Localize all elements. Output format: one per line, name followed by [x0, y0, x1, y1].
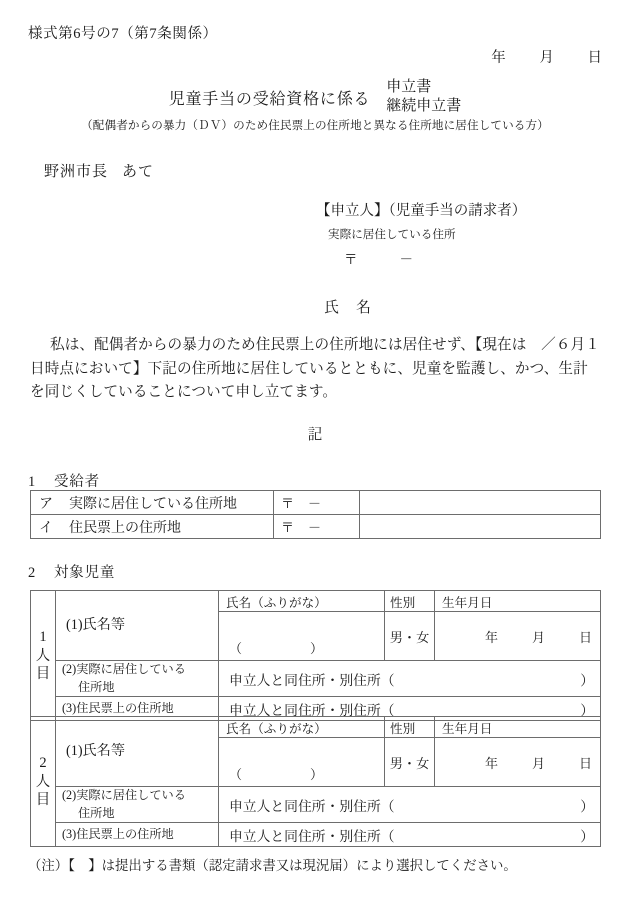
recipient-marker-b: イ [39, 520, 53, 536]
child-2-field3-label: (3)住民票上の住所地 [56, 823, 219, 847]
address-choice-label: 申立人と同住所・別住所（ [229, 798, 395, 814]
ordinal-char-me: 目 [35, 791, 51, 808]
field2-line2: 住所地 [78, 679, 115, 694]
recipient-marker-a: ア [39, 496, 53, 512]
child-1-name-input[interactable] [219, 612, 385, 661]
section2-label: 対象児童 [54, 565, 116, 581]
section2-heading [28, 561, 115, 582]
date-day-label: 日 [587, 50, 602, 66]
paren-open: （ [229, 641, 243, 656]
paren-close: ） [310, 767, 324, 782]
column-header-sex: 性別 [385, 717, 435, 738]
column-header-dob: 生年月日 [435, 591, 601, 612]
column-header-name: 氏名（ふりがな） [219, 591, 385, 612]
addressee [44, 160, 154, 181]
child-1-actual-address-input[interactable] [219, 661, 601, 697]
document-subtitle: （配偶者からの暴力（ＤＶ）のため住民票上の住所地と異なる住所地に居住している方） [81, 119, 549, 132]
section1-label: 受給者 [54, 474, 100, 490]
title-option-moushitatesho: 申立書 [386, 79, 432, 95]
date-month-label: 月 [539, 50, 554, 66]
recipient-address-input-a[interactable] [360, 491, 601, 515]
ordinal-digit: 2 [39, 755, 47, 772]
ordinal-char-nin: 人 [35, 773, 51, 790]
child-1-ordinal [31, 591, 56, 721]
recipient-postal-a[interactable] [274, 491, 360, 515]
recipient-table [30, 490, 601, 539]
table-row [31, 787, 601, 823]
page-title: 児童手当の受給資格に係る [168, 90, 371, 108]
child-2-furigana-paren [229, 764, 323, 783]
dob-month-unit: 月 [531, 629, 545, 645]
date-entry-line [491, 46, 602, 67]
section1-number: 1 [28, 474, 37, 490]
field2-line1: (2)実際に居住している [62, 788, 186, 802]
child-2-sex-choice[interactable]: 男・女 [385, 738, 435, 787]
ordinal-char-me: 目 [35, 665, 51, 682]
document-title [0, 78, 630, 116]
postal-mark-icon: 〒 [281, 496, 295, 511]
addressee-office: 野洲市長 [44, 164, 109, 180]
postal-dash: － [308, 520, 322, 535]
paren-close: ） [580, 672, 594, 688]
ki-mark: 記 [307, 427, 323, 443]
postal-mark-icon: 〒 [281, 520, 295, 535]
section1-heading [28, 470, 100, 491]
child-2-field2-label [56, 787, 219, 823]
field2-line1: (2)実際に居住している [62, 662, 186, 676]
table-row [31, 515, 601, 539]
address-choice-label: 申立人と同住所・別住所（ [229, 672, 395, 688]
child-2-dob-input[interactable] [435, 738, 601, 787]
child-table-2 [30, 716, 601, 847]
child-1-field1-label: (1)氏名等 [56, 591, 219, 661]
recipient-postal-b[interactable] [274, 515, 360, 539]
applicant-address-label: 実際に居住している住所 [328, 228, 456, 241]
dob-day-unit: 日 [578, 755, 592, 771]
section2-number: 2 [28, 565, 37, 581]
title-option-stack [386, 78, 461, 116]
recipient-row-label-b [31, 515, 274, 539]
child-1-furigana-paren [229, 638, 323, 657]
applicant-block [316, 199, 616, 317]
addressee-suffix: あて [122, 164, 155, 180]
recipient-label-b: 住民票上の住所地 [69, 520, 181, 536]
title-option-keizoku-moushitatesho: 継続申立書 [386, 98, 462, 115]
ordinal-digit: 1 [39, 629, 47, 646]
statement-paragraph [30, 334, 602, 405]
paren-close: ） [580, 702, 594, 718]
column-header-dob: 生年月日 [435, 717, 601, 738]
dob-year-unit: 年 [484, 755, 498, 771]
child-2-field1-label: (1)氏名等 [56, 717, 219, 787]
child-2-registered-address-input[interactable] [219, 823, 601, 847]
postal-mark-icon: 〒 [344, 252, 358, 267]
applicant-name-label: 氏 名 [324, 300, 373, 316]
ordinal-char-nin: 人 [35, 647, 51, 664]
recipient-label-a: 実際に居住している住所地 [69, 496, 237, 512]
postal-dash: － [308, 496, 322, 511]
address-choice-label: 申立人と同住所・別住所（ [229, 702, 395, 718]
recipient-row-label-a [31, 491, 274, 515]
child-1-field2-label [56, 661, 219, 697]
date-year-label: 年 [491, 50, 506, 66]
form-code: 様式第6号の7（第7条関係） [28, 26, 218, 42]
table-row [31, 591, 601, 612]
address-choice-label: 申立人と同住所・別住所（ [229, 828, 395, 844]
table-row [31, 823, 601, 847]
postal-dash: － [399, 252, 413, 267]
recipient-address-input-b[interactable] [360, 515, 601, 539]
child-2-name-input[interactable] [219, 738, 385, 787]
applicant-heading: 【申立人】（児童手当の請求者） [316, 203, 527, 219]
table-row [31, 717, 601, 738]
paren-close: ） [580, 798, 594, 814]
footer-note: （注）【 】は提出する書類（認定請求書又は現況届）により選択してください。 [28, 858, 517, 873]
table-row [31, 491, 601, 515]
child-1-field3-label: (3)住民票上の住所地 [56, 697, 219, 721]
paren-close: ） [580, 828, 594, 844]
paren-open: （ [229, 767, 243, 782]
column-header-name: 氏名（ふりがな） [219, 717, 385, 738]
field2-line2: 住所地 [78, 805, 115, 820]
child-2-ordinal [31, 717, 56, 847]
child-2-actual-address-input[interactable] [219, 787, 601, 823]
column-header-sex: 性別 [385, 591, 435, 612]
statement-text: 私は、配偶者からの暴力のため住民票上の住所地には居住せず、【現在は ／６月１日時点において】下記の住所地に居住しているとともに、児童を監護し、かつ、生計を同じくしていることについて申し立てます。 [30, 337, 600, 401]
child-1-sex-choice[interactable]: 男・女 [385, 612, 435, 661]
table-row [31, 661, 601, 697]
child-1-dob-input[interactable] [435, 612, 601, 661]
dob-year-unit: 年 [484, 629, 498, 645]
child-table-1 [30, 590, 601, 721]
dob-day-unit: 日 [578, 629, 592, 645]
paren-close: ） [310, 641, 324, 656]
applicant-postal-field[interactable] [316, 248, 616, 268]
dob-month-unit: 月 [531, 755, 545, 771]
